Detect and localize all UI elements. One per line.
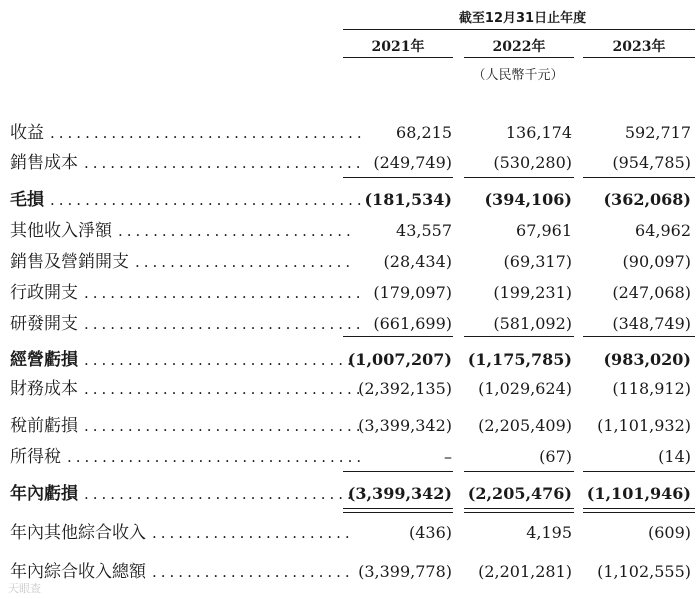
row-value-2021: (3,399,778) xyxy=(358,562,452,581)
row-value-2022: (394,106) xyxy=(484,190,572,209)
row-value-2023: (118,912) xyxy=(612,379,691,398)
row-value-2023: (14) xyxy=(658,447,691,466)
statement-row xyxy=(0,346,700,374)
subtotal-rule-2021 xyxy=(343,177,453,178)
row-value-2023: (90,097) xyxy=(622,252,691,271)
dot-leader: ................................ xyxy=(84,351,365,369)
row-label: 年內虧損 xyxy=(10,484,78,504)
row-label: 所得稅 xyxy=(10,447,61,467)
row-label: 毛損 xyxy=(10,190,44,210)
row-label: 其他收入淨額 xyxy=(10,221,112,241)
row-label: 銷售成本 xyxy=(10,153,78,173)
row-label: 經營虧損 xyxy=(10,350,78,370)
row-value-2021: (28,434) xyxy=(383,252,452,271)
statement-row xyxy=(0,519,700,547)
total-rule-lower-2021 xyxy=(343,512,453,513)
row-value-2022: 4,195 xyxy=(526,523,572,542)
subtotal-rule-2023 xyxy=(583,471,695,472)
row-value-2022: (581,092) xyxy=(493,314,572,333)
total-rule-upper-2022 xyxy=(464,508,574,509)
row-value-2023: (348,749) xyxy=(612,314,691,333)
row-value-2022: (530,280) xyxy=(493,153,572,172)
row-value-2023: (609) xyxy=(647,523,691,542)
row-value-2022: (69,317) xyxy=(503,252,572,271)
year-header-2021: 2021年 xyxy=(371,39,425,55)
row-value-2021: 68,215 xyxy=(396,123,452,142)
subtotal-rule-2022 xyxy=(464,471,574,472)
row-label: 行政開支 xyxy=(10,283,78,303)
unit-label: （人民幣千元） xyxy=(472,68,564,83)
statement-row xyxy=(0,279,700,307)
row-label: 年內綜合收入總額 xyxy=(10,562,146,582)
row-value-2023: 64,962 xyxy=(635,221,691,240)
statement-row xyxy=(0,149,700,177)
statement-row xyxy=(0,119,700,147)
statement-row xyxy=(0,186,700,214)
row-value-2023: (1,101,946) xyxy=(586,484,691,503)
statement-row xyxy=(0,443,700,471)
subtotal-rule-2022 xyxy=(464,177,574,178)
year-rule-2022 xyxy=(464,57,574,58)
statement-row xyxy=(0,217,700,245)
row-value-2023: (247,068) xyxy=(612,283,691,302)
statement-row xyxy=(0,412,700,440)
row-value-2021: (1,007,207) xyxy=(347,350,452,369)
dot-leader: ................................ xyxy=(84,485,365,503)
row-value-2023: 592,717 xyxy=(624,123,691,142)
row-label: 收益 xyxy=(10,123,44,143)
row-value-2023: (1,102,555) xyxy=(597,562,691,581)
row-label: 研發開支 xyxy=(10,314,78,334)
row-value-2021: 43,557 xyxy=(396,221,452,240)
year-header-2023: 2023年 xyxy=(612,39,666,55)
row-value-2022: (1,175,785) xyxy=(467,350,572,369)
subtotal-rule-2021 xyxy=(343,336,453,337)
dot-leader: ................................ xyxy=(84,154,365,172)
dot-leader: .................................... xyxy=(50,124,366,142)
watermark: 天眼查 xyxy=(8,582,41,595)
row-value-2022: (67) xyxy=(539,447,572,466)
dot-leader: .................................. xyxy=(67,448,366,466)
row-value-2022: (199,231) xyxy=(493,283,572,302)
statement-row xyxy=(0,248,700,276)
row-value-2022: (2,205,476) xyxy=(467,484,572,503)
row-value-2021: (436) xyxy=(408,523,452,542)
row-label: 稅前虧損 xyxy=(10,416,78,436)
row-label: 財務成本 xyxy=(10,379,78,399)
total-rule-upper-2023 xyxy=(583,508,695,509)
dot-leader: ................................ xyxy=(84,315,365,333)
row-value-2022: (2,205,409) xyxy=(478,416,572,435)
dot-leader: ................................ xyxy=(84,417,365,435)
year-rule-2021 xyxy=(343,57,453,58)
row-value-2023: (983,020) xyxy=(603,350,691,369)
dot-leader: ........................... xyxy=(118,222,355,240)
row-value-2023: (362,068) xyxy=(603,190,691,209)
period-header-rule xyxy=(343,29,695,30)
row-value-2022: (1,029,624) xyxy=(478,379,572,398)
total-rule-lower-2022 xyxy=(464,512,574,513)
row-label: 年內其他綜合收入 xyxy=(10,523,146,543)
dot-leader: ................................ xyxy=(84,380,365,398)
total-rule-lower-2023 xyxy=(583,512,695,513)
dot-leader: ....................... xyxy=(152,524,354,542)
dot-leader: .................................... xyxy=(50,191,366,209)
row-value-2021: (181,534) xyxy=(364,190,452,209)
total-rule-upper-2021 xyxy=(343,508,453,509)
row-label: 銷售及營銷開支 xyxy=(10,252,129,272)
row-value-2021: (179,097) xyxy=(373,283,452,302)
subtotal-rule-2022 xyxy=(464,336,574,337)
row-value-2022: 67,961 xyxy=(516,221,572,240)
statement-row xyxy=(0,310,700,338)
period-header: 截至12月31日止年度 xyxy=(458,11,587,26)
statement-row xyxy=(0,375,700,403)
subtotal-rule-2023 xyxy=(583,177,695,178)
row-value-2023: (1,101,932) xyxy=(597,416,691,435)
dot-leader: ......................... xyxy=(135,253,355,271)
dot-leader: ................................ xyxy=(84,284,365,302)
row-value-2022: (2,201,281) xyxy=(478,562,572,581)
row-value-2021: (2,392,135) xyxy=(358,379,452,398)
row-value-2022: 136,174 xyxy=(505,123,572,142)
year-rule-2023 xyxy=(583,57,695,58)
row-value-2021: (661,699) xyxy=(373,314,452,333)
dot-leader: ....................... xyxy=(152,563,354,581)
row-value-2021: (3,399,342) xyxy=(358,416,452,435)
subtotal-rule-2021 xyxy=(343,471,453,472)
statement-row xyxy=(0,480,700,508)
row-value-2021: (3,399,342) xyxy=(347,484,452,503)
statement-row xyxy=(0,558,700,586)
row-value-2021: (249,749) xyxy=(373,153,452,172)
year-header-2022: 2022年 xyxy=(492,39,546,55)
subtotal-rule-2023 xyxy=(583,336,695,337)
row-value-2021: – xyxy=(444,447,452,466)
row-value-2023: (954,785) xyxy=(612,153,691,172)
